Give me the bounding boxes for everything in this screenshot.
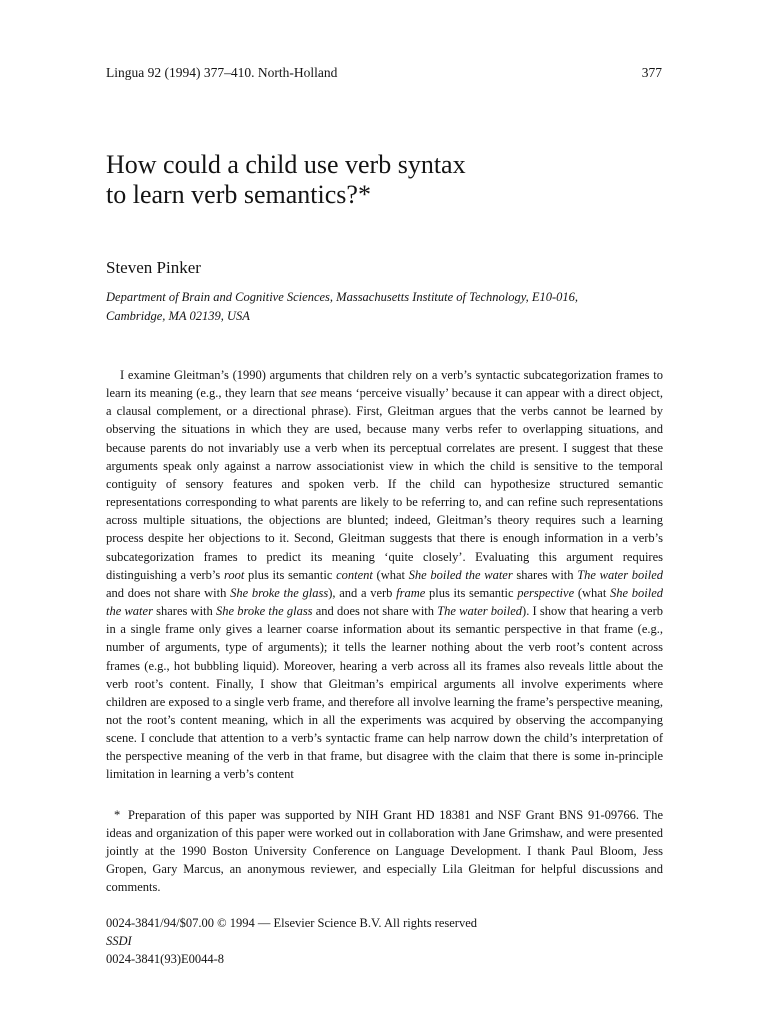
paper-title [106, 150, 666, 210]
abstract-example: She boiled the water [106, 585, 663, 619]
footnote-text: Preparation of this paper was supported by NIH Grant HD 18381 and NSF Grant BNS 91-09766. The ideas and organization of this paper were worked out in collaboration with Jane Grimshaw, and were presented jointly at the 1990 Boston University Conference on Language Development. I thank Paul Bloom, Jess Gropen, Gary Marcus, an anonymous reviewer, and especially Lila Gleitman for helpful discussions and comments. [106, 808, 663, 894]
affiliation-line-1: Department of Brain and Cognitive Sciences, Massachusetts Institute of Technology, E10-016, [106, 290, 579, 304]
abstract-example: The water boiled [577, 567, 663, 582]
abstract-text: ), and a verb [328, 585, 397, 600]
page-number: 377 [641, 65, 662, 80]
abstract-text: I examine Gleitman’s (1990) arguments that children rely on a verb’s syntactic subcategorization frames to learn its meaning (e.g., they learn that [106, 368, 663, 401]
ssd-prefix: SSDI [106, 934, 132, 948]
ssd-code: 0024-3841(93)E0044-8 [106, 952, 225, 966]
abstract-example: She broke the glass [230, 585, 329, 600]
title-line-1: How could a child use verb syntax [106, 150, 466, 179]
abstract-text: (what [372, 567, 409, 582]
abstract-example: She broke the glass [215, 604, 313, 619]
copyright-line: 0024-3841/94/$07.00 © 1994 — Elsevier Science B.V. All rights reserved [106, 916, 478, 930]
author-name: Steven Pinker [106, 258, 201, 277]
affiliation-line-2: Cambridge, MA 02139, USA [106, 309, 250, 323]
abstract-example: The water boiled [437, 604, 523, 619]
acknowledgement-footnote [106, 806, 663, 896]
abstract-text: plus its semantic [425, 585, 518, 600]
author-affiliation [106, 288, 666, 326]
copyright-block [106, 914, 477, 968]
abstract-text: shares with [512, 567, 578, 582]
abstract-italic: content [336, 567, 373, 582]
abstract-italic: perspective [517, 585, 575, 600]
abstract-italic: root [223, 567, 245, 582]
abstract-text: plus its semantic [244, 567, 337, 582]
abstract-italic: see [300, 386, 317, 401]
abstract-text: and does not share with [312, 604, 438, 619]
abstract-text: (what [574, 585, 610, 600]
abstract-text: shares with [152, 604, 216, 619]
abstract-text: and does not share with [106, 585, 231, 600]
ssd-identifier [106, 932, 477, 968]
abstract-italic: frame [396, 585, 426, 600]
abstract-text: ). I show that hearing a verb in a single frame only gives a learner coarse information about its semantic perspective in that frame (e.g., number of arguments, type of arguments); it tells the learner nothing about the verb root’s content across frames (e.g., hot bubbling liquid). Moreover, hearing a verb across all its frames also reveals little about the verb root’s content. Finally, I show that Gleitman’s empirical arguments all involve experiments where children are exposed to a single verb frame, and therefore all involve learning the frame’s perspective meaning, not the root’s content meaning, which in all the experiments was acquired by observing the accompanying scene. I conclude that attention to a verb’s syntactic frame can help narrow down the child’s interpretation of the perspective meaning of the verb in that frame, but disagree with the claim that there is some in-principle limitation in learning a verb’s content [106, 604, 663, 782]
footnote-mark: * [114, 808, 121, 822]
abstract-example: She boiled the water [408, 567, 513, 582]
journal-reference: Lingua 92 (1994) 377–410. North-Holland [106, 65, 338, 80]
title-line-2: to learn verb semantics?* [106, 180, 371, 209]
abstract-text: means ‘perceive visually’ because it can appear with a direct object, a clausal complement, or a directional phrase). First, Gleitman argues that the verbs cannot be learned by observing the situations in which they are used, because many verbs refer to overlapping situations, and because parents do not invariably use a verb when its perceptual correlates are present. I suggest that these arguments speak only against a narrow associationist view in which the child is sensitive to the temporal contiguity of sensory features and spoken verb. If the child can hypothesize structured semantic representations corresponding to what parents are likely to be referring to, and can refine such representations across multiple situations, the objections are blunted; indeed, Gleitman’s theory requires such a learning process despite her objections to it. Second, Gleitman suggests that there is enough information in a verb’s subcategorization frames to predict its meaning ‘quite closely’. Evaluating this argument requires distinguishing a verb’s [106, 386, 663, 582]
abstract [106, 366, 663, 784]
